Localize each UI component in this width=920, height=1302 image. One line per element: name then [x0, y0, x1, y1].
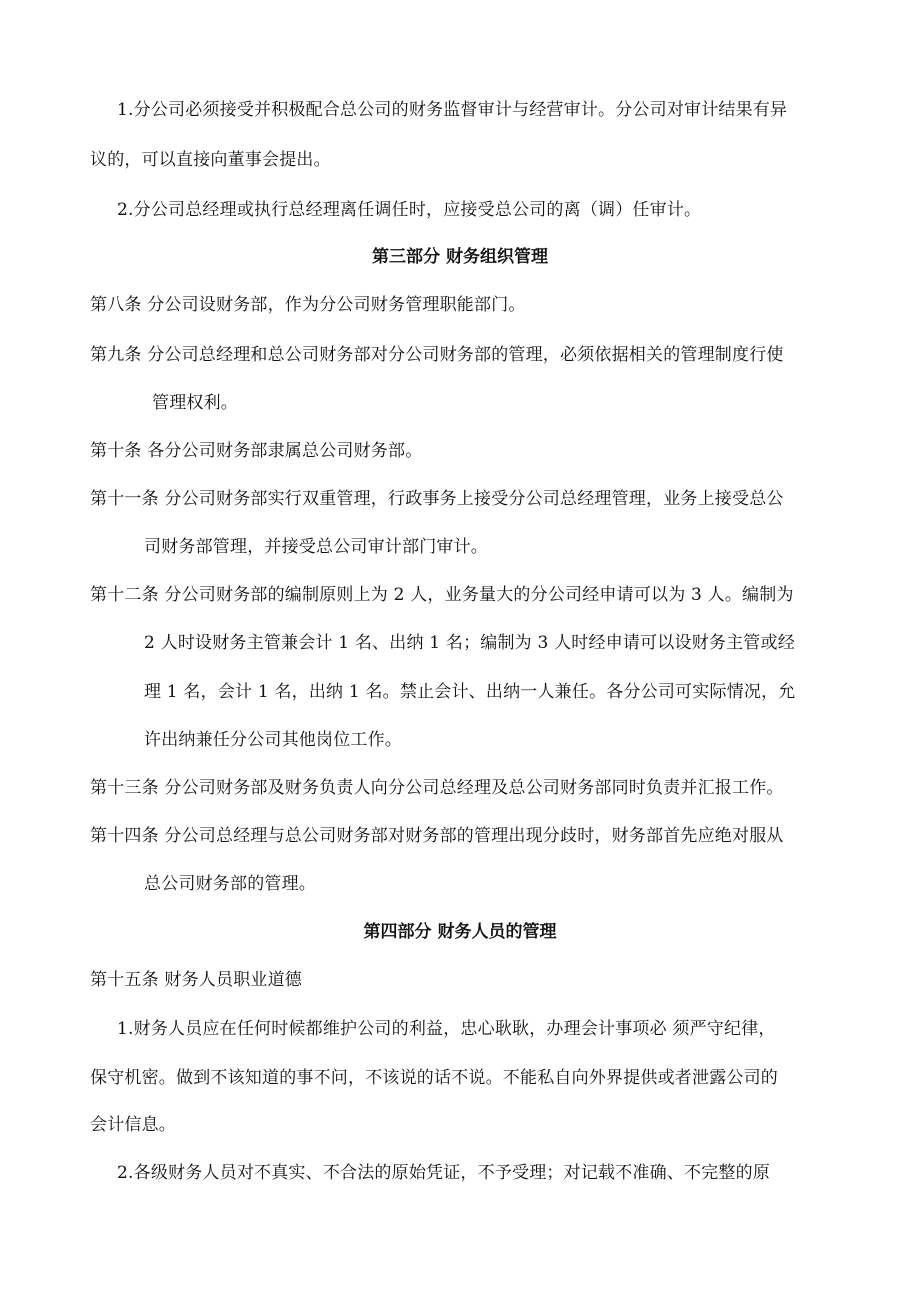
article-9-line-1: 第九条 分公司总经理和总公司财务部对分公司财务部的管理，必须依据相关的管理制度行使 — [90, 345, 784, 365]
article-8: 第八条 分公司设财务部，作为分公司财务管理职能部门。 — [90, 295, 526, 315]
paragraph-1-line-2: 议的，可以直接向董事会提出。 — [90, 150, 331, 170]
section-heading-part-3: 第三部分 财务组织管理 — [372, 247, 548, 267]
paragraph-1-line-1: 1.分公司必须接受并积极配合总公司的财务监督审计与经营审计。分公司对审计结果有异 — [117, 100, 788, 120]
article-12-line-2: 2 人时设财务主管兼会计 1 名、出纳 1 名；编制为 3 人时经申请可以设财务主管或经 — [144, 633, 795, 653]
article-11-line-1: 第十一条 分公司财务部实行双重管理，行政事务上接受分公司总经理管理，业务上接受总公 — [90, 489, 784, 509]
article-9-line-2: 管理权利。 — [152, 393, 238, 413]
article-12-line-4: 许出纳兼任分公司其他岗位工作。 — [144, 730, 402, 750]
article-15-item-1-line-1: 1.财务人员应在任何时候都维护公司的利益，忠心耿耿，办理会计事项必 须严守纪律， — [117, 1019, 776, 1039]
paragraph-2: 2.分公司总经理或执行总经理离任调任时，应接受总公司的离（调）任审计。 — [117, 200, 702, 220]
article-14-line-2: 总公司财务部的管理。 — [144, 874, 316, 894]
article-13: 第十三条 分公司财务部及财务负责人向分公司总经理及总公司财务部同时负责并汇报工作。 — [90, 778, 784, 798]
article-10: 第十条 各分公司财务部隶属总公司财务部。 — [90, 441, 423, 461]
article-15-item-2-line-1: 2.各级财务人员对不真实、不合法的原始凭证，不予受理；对记载不准确、不完整的原 — [117, 1163, 771, 1183]
article-15-item-1-line-3: 会计信息。 — [90, 1115, 176, 1135]
article-11-line-2: 司财务部管理，并接受总公司审计部门审计。 — [144, 537, 488, 557]
article-15: 第十五条 财务人员职业道德 — [90, 970, 303, 990]
article-15-item-1-line-2: 保守机密。做到不该知道的事不问，不该说的话不说。不能私自向外界提供或者泄露公司的 — [90, 1068, 778, 1088]
article-14-line-1: 第十四条 分公司总经理与总公司财务部对财务部的管理出现分歧时，财务部首先应绝对服从 — [90, 826, 784, 846]
article-12-line-3: 理 1 名，会计 1 名，出纳 1 名。禁止会计、出纳一人兼任。各分公司可实际情况，允 — [144, 682, 796, 702]
article-12-line-1: 第十二条 分公司财务部的编制原则上为 2 人，业务量大的分公司经申请可以为 3 人。编制为 — [90, 585, 794, 605]
section-heading-part-4: 第四部分 财务人员的管理 — [363, 922, 557, 942]
